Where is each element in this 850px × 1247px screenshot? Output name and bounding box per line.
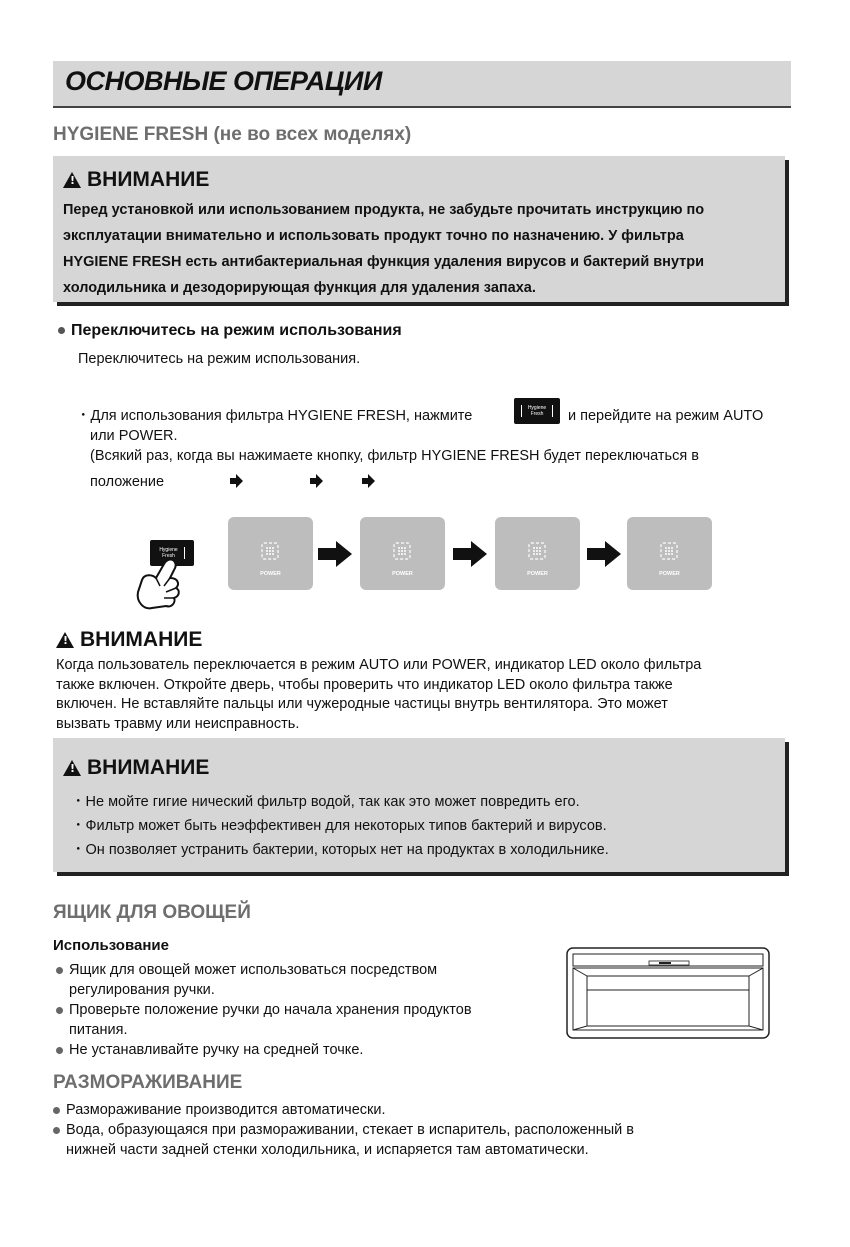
list-item: Не устанавливайте ручку на средней точке.	[56, 1040, 472, 1060]
caution-line: вызвать травму или неисправность.	[56, 715, 300, 732]
caution-line: ・Фильтр может быть неэффективен для некоторых типов бактерий и вирусов.	[71, 818, 607, 834]
warning-icon	[63, 760, 81, 776]
caution-line: Перед установкой или использованием продукта, не забудьте прочитать инструкцию по	[63, 202, 705, 218]
hygiene-heading: HYGIENE FRESH (не во всех моделях)	[53, 124, 412, 145]
caution-line: эксплуатации внимательно и использовать продукт точно по назначению. У фильтра	[63, 228, 684, 244]
list-item: Ящик для овощей может использоваться посредством	[56, 960, 472, 980]
hygiene-fresh-button-illustration: Hygiene Fresh	[150, 540, 194, 566]
list-item: Размораживание производится автоматически.	[53, 1100, 634, 1120]
small-arrows	[230, 474, 380, 488]
defrost-heading: РАЗМОРАЖИВАНИЕ	[53, 1072, 243, 1093]
arrow-icon	[310, 474, 323, 488]
caution-line: Когда пользователь переключается в режим AUTO или POWER, индикатор LED около фильтра	[56, 657, 702, 673]
defrost-list	[53, 1100, 634, 1160]
instruction-line-1a: ・Для использования фильтра HYGIENE FRESH, нажмите	[76, 408, 473, 424]
tile-label: POWER	[392, 571, 413, 577]
list-item-cont: нижней части задней стенки холодильника, и испаряется там автоматически.	[66, 1142, 589, 1158]
hand-pointer-icon	[130, 556, 186, 614]
big-arrow-icon	[453, 541, 489, 567]
caution-line: ・Он позволяет устранить бактерии, которых нет на продуктах в холодильнике.	[71, 842, 609, 858]
vegetable-subheading: Использование	[53, 937, 169, 954]
mode-tile-2	[360, 517, 445, 590]
instruction-line-1b: и перейдите на режим AUTO	[568, 408, 764, 424]
caution-line: ・Не мойте гигие нический фильтр водой, так как это может повредить его.	[71, 794, 580, 810]
caution-line: холодильника и дезодорирующая функция для удаления запаха.	[63, 280, 536, 296]
warning-icon	[63, 172, 81, 188]
caution-title-text: ВНИМАНИЕ	[87, 168, 210, 191]
vegetable-heading: ЯЩИК ДЛЯ ОВОЩЕЙ	[53, 902, 251, 923]
mode-tile-4	[627, 517, 712, 590]
list-item-cont: регулирования ручки.	[69, 982, 215, 998]
instruction-line-3: (Всякий раз, когда вы нажимаете кнопку, фильтр HYGIENE FRESH будет переключаться в	[90, 448, 699, 464]
vegetable-drawer-illustration	[565, 946, 771, 1040]
caution-box-3	[53, 738, 785, 872]
caution-line: HYGIENE FRESH есть антибактериальная функция удаления вирусов и бактерий внутри	[63, 254, 705, 270]
caution-title-2: ! ВНИМАНИЕ	[56, 628, 202, 652]
instruction-line-2: или POWER.	[90, 428, 178, 444]
bullet-icon	[56, 967, 63, 974]
list-item-cont: питания.	[69, 1022, 128, 1038]
filter-mode-icon	[260, 541, 280, 561]
caution-line: включен. Не вставляйте пальцы или чужеродные частицы внутрь вентилятора. Это может	[56, 696, 668, 712]
bullet-icon	[53, 1107, 60, 1114]
mode-tile-3	[495, 517, 580, 590]
bullet-icon	[56, 1047, 63, 1054]
page-header-bar	[53, 61, 791, 108]
big-arrow-icon	[587, 541, 623, 567]
instruction-line-4: положение	[90, 474, 165, 490]
filter-mode-icon	[527, 541, 547, 561]
switch-heading: Переключитесь на режим использования	[58, 322, 402, 340]
bullet-icon	[53, 1127, 60, 1134]
caution-body-3	[71, 790, 609, 862]
vegetable-list	[56, 960, 472, 1060]
big-arrow-icon	[318, 541, 354, 567]
caution-box-1	[53, 156, 785, 302]
tile-label: POWER	[260, 571, 281, 577]
caution-line: также включен. Откройте дверь, чтобы проверить что индикатор LED около фильтра также	[56, 676, 673, 693]
caution-title-1	[63, 168, 209, 192]
tile-label: POWER	[527, 571, 548, 577]
caution-body-1	[63, 197, 704, 301]
page-title: ОСНОВНЫЕ ОПЕРАЦИИ	[65, 66, 382, 96]
tile-label: POWER	[659, 571, 680, 577]
mode-tile-1	[228, 517, 313, 590]
arrow-icon	[230, 474, 243, 488]
filter-mode-icon	[392, 541, 412, 561]
bullet-icon	[56, 1007, 63, 1014]
warning-icon	[56, 632, 74, 648]
list-item: Вода, образующаяся при размораживании, стекает в испаритель, расположенный в	[53, 1120, 634, 1140]
filter-mode-icon	[659, 541, 679, 561]
switch-text: Переключитесь на режим использования.	[78, 351, 361, 367]
list-item: Проверьте положение ручки до начала хранения продуктов	[56, 1000, 472, 1020]
caution-title-3: ! ВНИМАНИЕ	[63, 756, 209, 780]
caution-body-2	[56, 656, 701, 734]
bullet-icon	[58, 327, 65, 334]
arrow-icon	[362, 474, 375, 488]
hygiene-fresh-button-icon: Hygiene Fresh	[514, 398, 560, 424]
